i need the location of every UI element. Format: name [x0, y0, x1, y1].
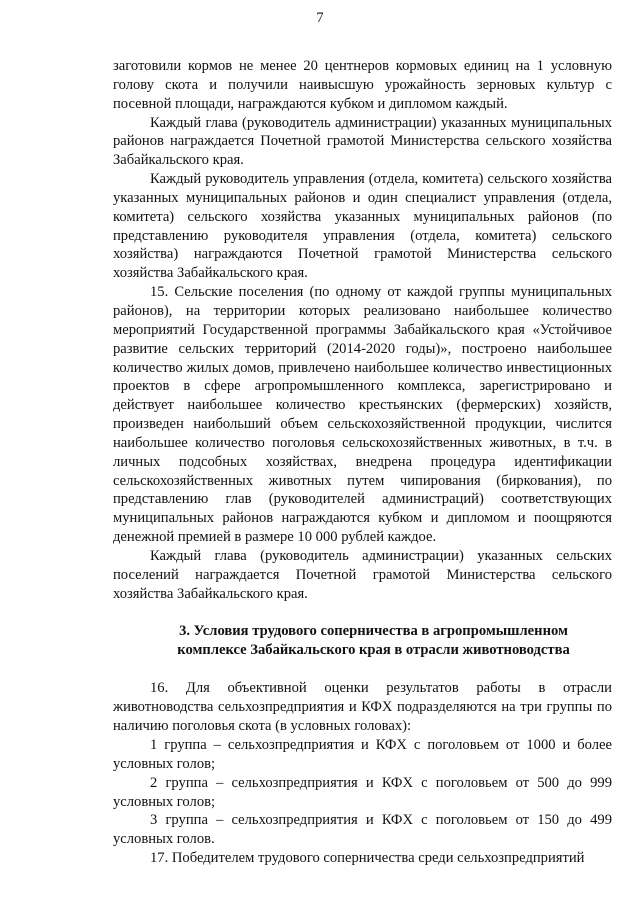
list-item-group-3: 3 группа – сельхозпредприятия и КФХ с поголовьем от 150 до 499 условных голов. — [113, 812, 612, 848]
paragraph-department-head-award: Каждый руководитель управления (отдела, комитета) сельского хозяйства указанных муниципальных районов и один специалист управления (отдела, комитета) сельского хозяйства указанных муниципальных районов (по представлению руководителя управления (отдела, комитета) сельского хозяйства) награждаются Почетной грамотой Министерства сельского хозяйства Забайкальского края. — [113, 171, 612, 282]
paragraph-clause-16: 16. Для объективной оценки результатов работы в отрасли животноводства сельхозпредприятия и КФХ подразделяются на три группы по наличию поголовья скота (в условных головах): — [113, 680, 612, 735]
section-heading: 3. Условия трудового соперничества в агропромышленном комплексе Забайкальского края в отрасли животноводства — [177, 623, 570, 658]
paragraph-clause-17: 17. Победителем трудового соперничества среди сельхозпредприятий — [150, 850, 585, 867]
paragraph-district-head-award: Каждый глава (руководитель администрации) указанных муниципальных районов награждается Почетной грамотой Министерства сельского хозяйства Забайкальского края. — [113, 114, 612, 169]
paragraph-settlement-head-award: Каждый глава (руководитель администрации) указанных сельских поселений награждается Почетной грамотой Министерства сельского хозяйства Забайкальского края. — [113, 547, 612, 602]
paragraph-clause-15: 15. Сельские поселения (по одному от каждой группы муниципальных районов), на территории которых реализовано наибольшее количество мероприятий Государственной программы Забайкальского края «Устойчивое развитие сельских территорий (2014-2020 годы)», построено наибольшее количество жилых домов, привлечено наибольшее количество инвестиционных проектов в сфере агропромышленного комплекса, зарегистрировано и действует наибольшее количество крестьянских (фермерских) хозяйств, произведен наибольший объем сельскохозяйственной продукции, числится наибольшее количество поголовья сельскохозяйственных животных, в т.ч. в личных подсобных хозяйствах, внедрена процедура идентификации сельскохозяйственных животных путем чипирования (биркования), по представлению глав (руководителей администраций) соответствующих муниципальных районов награждаются кубком и дипломом и поощряются денежной премией в размере 10 000 рублей каждое. — [113, 284, 612, 546]
list-item-group-1: 1 группа – сельхозпредприятия и КФХ с поголовьем от 1000 и более условных голов; — [113, 737, 612, 772]
document-body — [113, 57, 612, 868]
list-item-group-2: 2 группа – сельхозпредприятия и КФХ с поголовьем от 500 до 999 условных голов; — [113, 774, 612, 810]
page-number: 7 — [316, 10, 324, 26]
paragraph-feed-harvest-award: заготовили кормов не менее 20 центнеров кормовых единиц на 1 условную голову скота и получили наивысшую урожайность зерновых культур с посевной площади, награждаются кубком и дипломом каждый. — [113, 58, 612, 112]
